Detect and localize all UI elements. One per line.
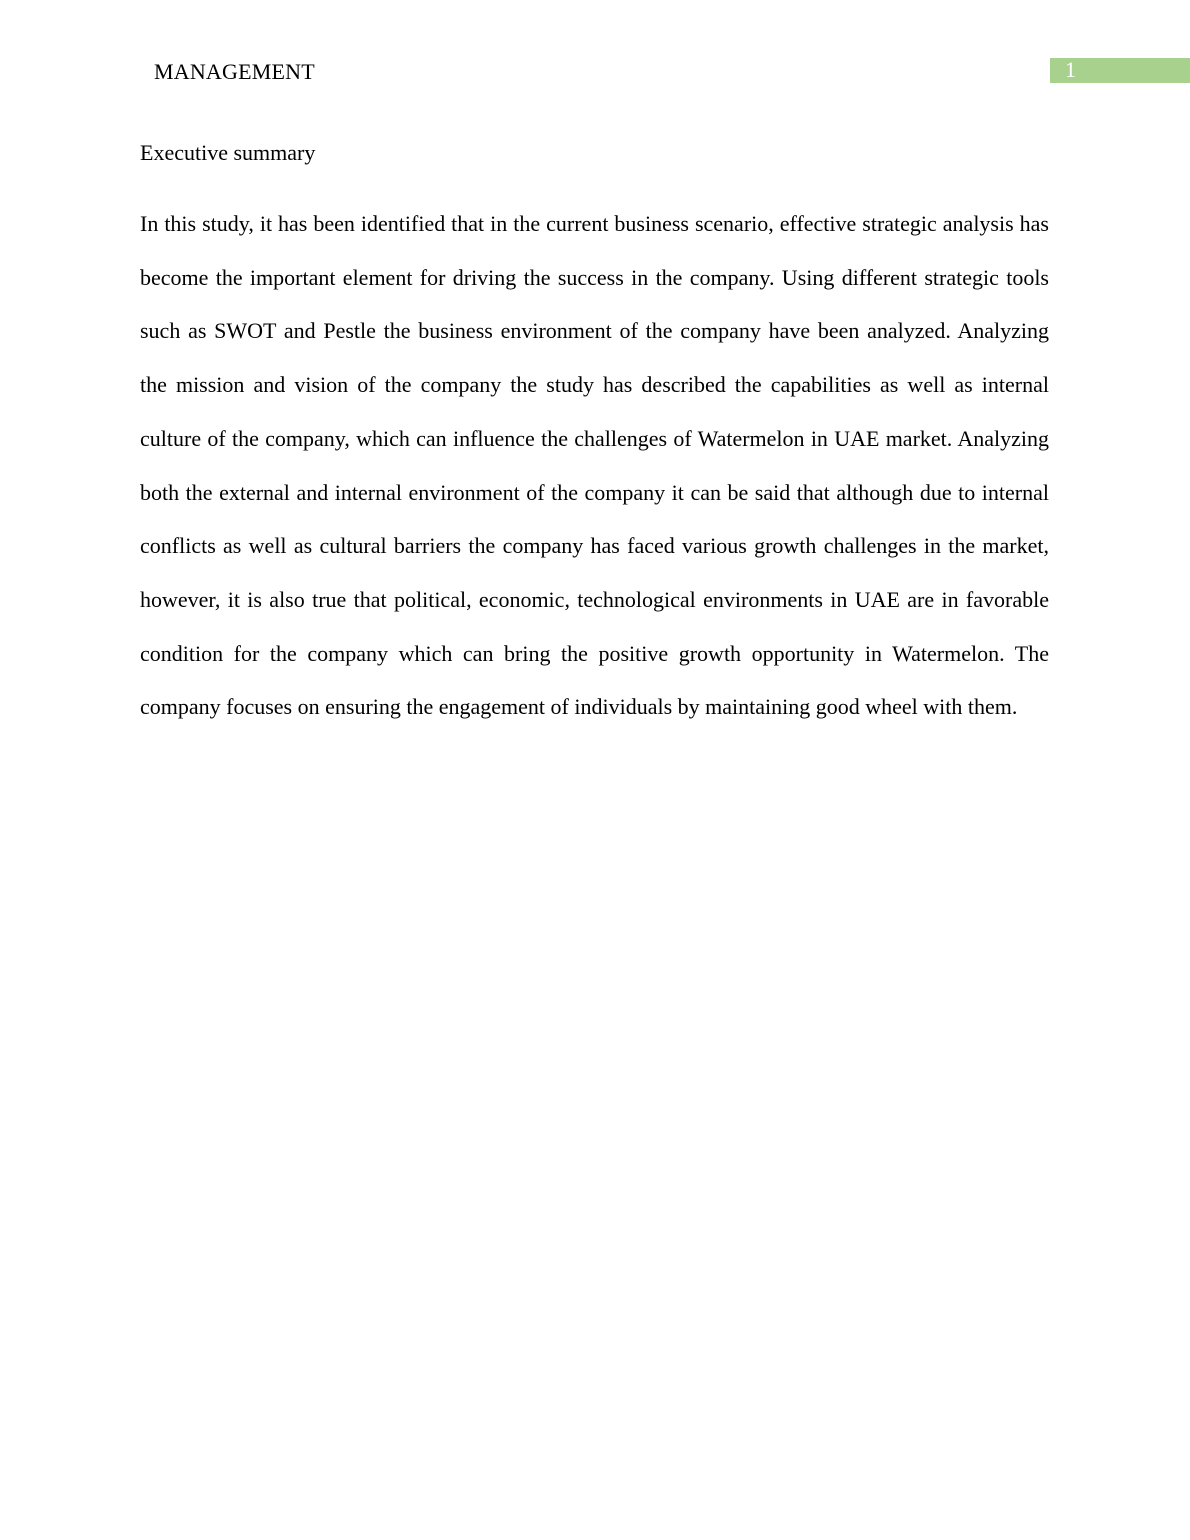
running-head: MANAGEMENT [154,59,315,84]
body-paragraph: In this study, it has been identified that in the current business scenario, effective strategic analysis has become the important element for driving the success in the company. Using different strategic tools such as SWOT and Pestle the business environment of the company have been analyzed. Analyzing the mission and vision of the company the study has described the capabilities as well as internal culture of the company, which can influence the challenges of Watermelon in UAE market. Analyzing both the external and internal environment of the company it can be said that although due to internal conflicts as well as cultural barriers the company has faced various growth challenges in the market, however, it is also true that political, economic, technological environments in UAE are in favorable condition for the company which can bring the positive growth opportunity in Watermelon. The company focuses on ensuring the engagement of individuals by maintaining good wheel with them. [140,211,1049,720]
section-heading: Executive summary [140,140,316,165]
page-number: 1 [1065,57,1076,82]
page-number-badge [1050,58,1190,83]
